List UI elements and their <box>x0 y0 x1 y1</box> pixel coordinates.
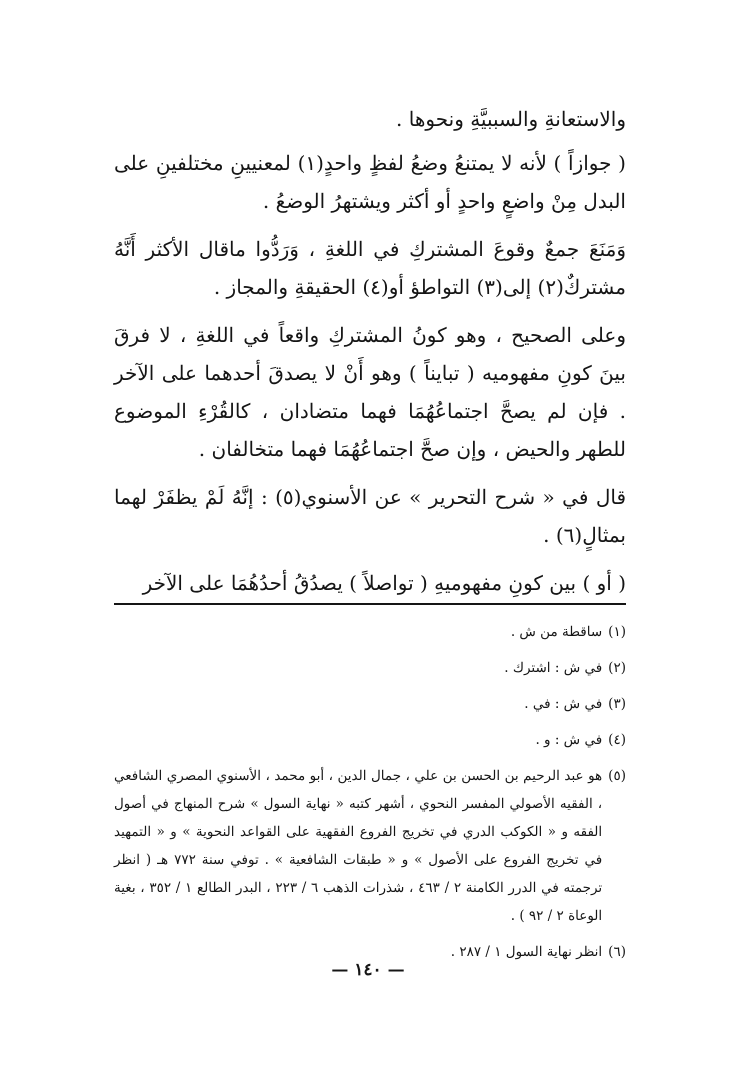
footnote-number: (١) <box>608 624 626 640</box>
footnote-text: في ش : في . <box>524 696 603 712</box>
main-text <box>114 100 626 612</box>
paragraph-3: وَمَنَعَ جمعٌ وقوعَ المشتركِ في اللغةِ ، وَرَدُّوا ماقال الأكثر أَنَّهُ مشتركٌ(٢) إلى(٣) التواطؤ أو(٤) الحقيقةِ والمجاز . <box>114 237 626 299</box>
footnote-number: (٦) <box>608 944 626 960</box>
page-number: — ١٤٠ — <box>331 960 405 980</box>
footnote-5 <box>114 762 626 930</box>
paragraph-6: ( أو ) بين كونِ مفهوميهِ ( تواصلاً ) يصدُقُ أحدُهُمَا على الآخر <box>142 571 626 595</box>
paragraph-1: والاستعانةِ والسببيَّةِ ونحوها . <box>396 107 626 131</box>
footnote-text: ساقطة من ش . <box>510 624 603 640</box>
footnotes <box>114 618 626 974</box>
footnote-4 <box>114 726 626 754</box>
paragraph-2: ( جوازاً ) لأنه لا يمتنعُ وضعُ لفظٍ واحدٍ(١) لمعنيينِ مختلفينِ على البدل مِنْ واضعٍ واحدٍ أو أكثر ويشتهرُ الوضعُ . <box>114 151 626 213</box>
footnote-text: في ش : اشترك . <box>504 660 603 676</box>
footnote-2 <box>114 654 626 682</box>
footnote-separator <box>114 603 626 605</box>
paragraph-5: قال في « شرح التحرير » عن الأسنوي(٥) : إنَّهُ لَمْ يظفَرْ لهما بمثالٍ(٦) . <box>114 485 627 547</box>
footnote-number: (٥) <box>608 768 626 784</box>
footnote-text: انظر نهاية السول ١ / ٢٨٧ . <box>450 944 603 960</box>
paragraph-4: وعلى الصحيح ، وهو كونُ المشتركِ واقعاً في اللغةِ ، لا فرقَ بينَ كونِ مفهوميه ( تبايناً ) وهو أَنْ لا يصدقَ أحدهما على الآخر . فإن لم يصحَّ اجتماعُهُمَا فهما متضادان ، كالقُرْءِ الموضوع للطهر والحيض ، وإن صحَّ اجتماعُهُمَا فهما متخالفان . <box>114 323 626 461</box>
footnote-number: (٢) <box>608 660 626 676</box>
footnote-text: هو عبد الرحيم بن الحسن بن علي ، جمال الدين ، أبو محمد ، الأسنوي المصري الشافعي ، الفقيه الأصولي المفسر النحوي ، أشهر كتبه « نهاية السول » شرح المنهاج في أصول الفقه و « الكوكب الدري في تخريج الفروع الفقهية على القواعد النحوية » و « التمهيد في تخريج الفروع على الأصول » و « طبقات الشافعية » . توفي سنة ٧٧٢ هـ ( انظر ترجمته في الدرر الكامنة ٢ / ٤٦٣ ، شذرات الذهب ٦ / ٢٢٣ ، البدر الطالع ١ / ٣٥٢ ، بغية الوعاة ٢ / ٩٢ ) . <box>114 768 603 924</box>
footnote-1 <box>114 618 626 646</box>
footnote-text: في ش : و . <box>535 732 603 748</box>
footnote-3 <box>114 690 626 718</box>
footnote-number: (٤) <box>608 732 626 748</box>
footnote-number: (٣) <box>608 696 626 712</box>
